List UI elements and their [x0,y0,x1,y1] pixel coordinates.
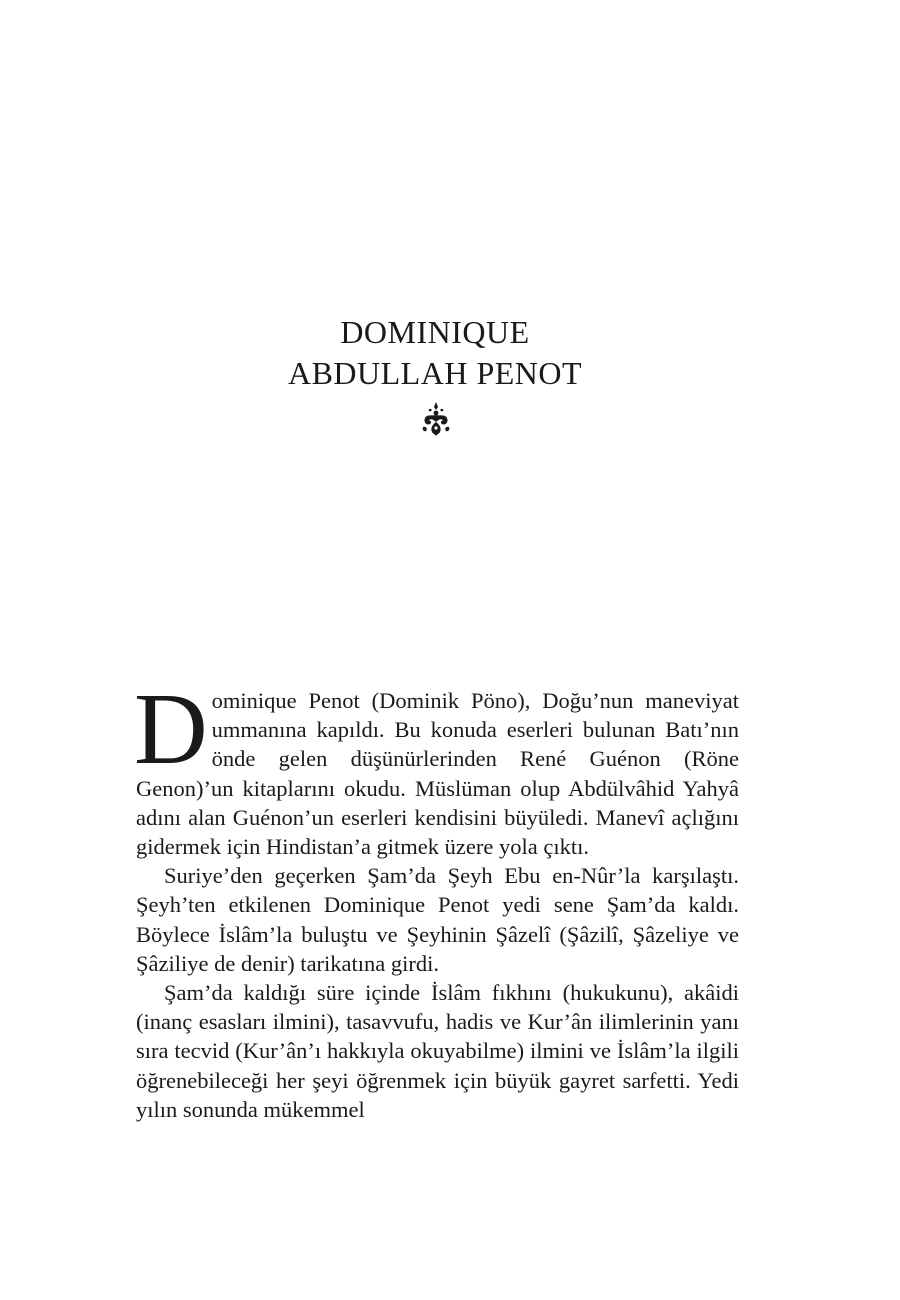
paragraph-3: Şam’da kaldığı süre içinde İslâm fıkhını (hukukunu), akâidi (inanç esasları ilmini), tasavvufu, hadis ve Kur’ân ilimlerinin yanı sıra tecvid (Kur’ân’ı hakkıyla okuyabilme) ilmini ve İslâm’la ilgili öğrenebileceği her şeyi öğrenmek için büyük gayret sarfetti. Yedi yılın sonunda mükemmel [136,980,739,1122]
drop-cap: D [134,673,208,786]
chapter-title [0,312,870,394]
fleuron-ornament-icon [418,400,454,438]
body-text [134,673,739,1124]
paragraph-1-text: ominique Penot (Dominik Pöno), Doğu’nun maneviyat ummanına kapıldı. Bu konuda eserleri bulunan Batı’nın önde gelen düşünürlerinden René Guénon (Röne Genon)’un kitaplarını okudu. Müslüman olup Abdülvâhid Yahyâ adını alan Guénon’un eserleri kendisini büyüledi. Manevî açlığını gidermek için Hindistan’a gitmek üzere yola çıktı. [136,688,739,860]
paragraph-2: Suriye’den geçerken Şam’da Şeyh Ebu en-Nûr’la karşılaştı. Şeyh’ten etkilenen Dominique Penot yedi sene Şam’da kaldı. Böylece İslâm’la buluştu ve Şeyhinin Şâzelî (Şâzilî, Şâzeliye ve Şâziliye de denir) tarikatına girdi. [136,863,739,976]
paragraph-1 [134,673,739,861]
chapter-title-line-2: ABDULLAH PENOT [287,355,583,391]
chapter-title-line-1: DOMINIQUE [340,314,530,350]
